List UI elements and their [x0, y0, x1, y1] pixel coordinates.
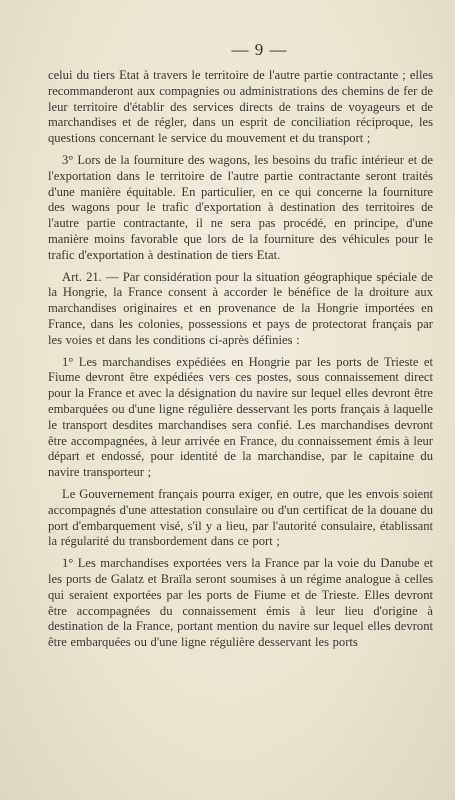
paragraph-trieste-fiume: 1° Les marchandises expédiées en Hongrie par les ports de Trieste et Fiume devront être expédiées vers ces postes, sous connaissement direct pour la France et avec la désignation du navire sur lequel elles devront être embarquées ou d'une ligne régulière desservant les ports français à laquelle le transport desdites marchandises sera confié. Les marchandises devront être accompagnées, à leur arrivée en France, du connaissement émis à leur départ et endossé, pour identité de la marchandise, par le capitaine du navire transporteur ;: [48, 354, 433, 480]
paragraph-wagons: 3° Lors de la fourniture des wagons, les besoins du trafic intérieur et de l'exportation dans le territoire de l'autre partie contractante seront traités d'une manière équitable. En particulier, en ce qui concerne la fourniture des wagons pour le trafic d'exportation à destination des territoires de l'autre partie contractante, il ne sera pas procédé, en principe, d'une manière moins favorable que lors de la fourniture des véhicules pour le trafic d'exportation à destination de tiers Etat.: [48, 152, 433, 262]
paragraph-article-21: Art. 21. — Par considération pour la situation géographique spéciale de la Hongrie, la France consent à accorder le bénéfice de la droiture aux marchandises originaires et en provenance de la Hongrie importées en France, dans les colonies, possessions et pays de protectorat français par les voies et dans les conditions ci-après définies :: [48, 269, 433, 347]
paragraph-government: Le Gouvernement français pourra exiger, en outre, que les envois soient accompagnés d'une attestation consulaire ou d'un certificat de la douane du port d'embarquement visé, s'il y a lieu, par l'autorité consulaire, établissant la régularité du transbordement dans ce port ;: [48, 486, 433, 549]
paragraph-danube: 1° Les marchandises exportées vers la France par la voie du Danube et les ports de Galatz et Braïla seront soumises à un régime analogue à celles qui seraient exportées par les ports de Fiume et de Trieste. Elles devront être accompagnées du connaissement émis à leur lieu d'origine à destination de la France, portant mention du navire sur lequel elles devront être embarquées ou d'une ligne régulière desservant les ports: [48, 556, 433, 650]
page-number: — 9 —: [231, 40, 288, 59]
paragraph-continuation: celui du tiers Etat à travers le territoire de l'autre partie contractante ; elles recommanderont aux compagnies ou administrations des chemins de fer de leur territoire d'établir des services directs de trains de voyageurs et de marchandises et de régler, dans un esprit de conciliation réciproque, les questions concernant le service du mouvement et du transport ;: [48, 68, 433, 146]
